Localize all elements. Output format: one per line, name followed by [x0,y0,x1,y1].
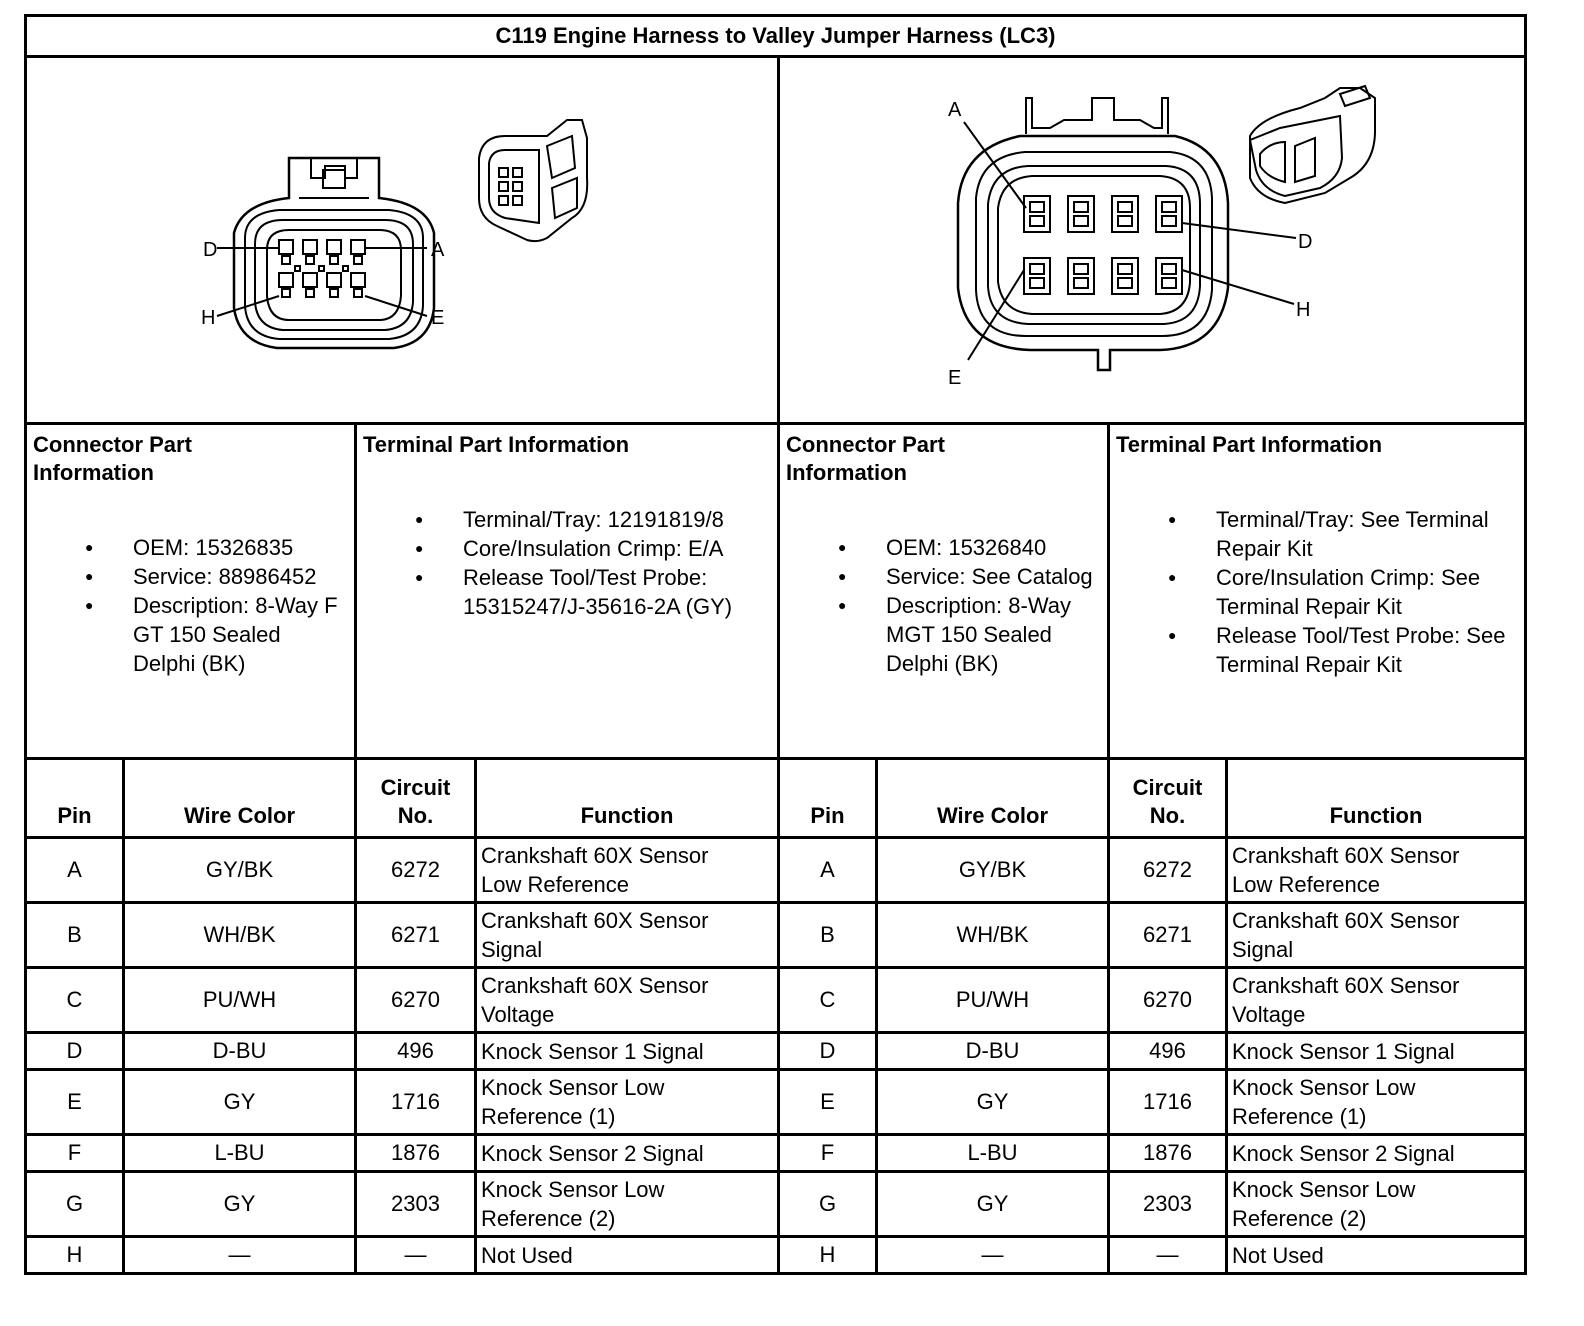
wire-color-cell: PU/WH [877,968,1109,1033]
circuit-cell: 496 [1109,1033,1227,1070]
right-pin-label-d: D [1298,231,1313,253]
circuit-cell: 6272 [1109,838,1227,903]
left-pin-label-h: H [201,307,216,329]
list-item: ● Core/Insulation Crimp: See Terminal Repair Kit [1116,563,1518,621]
left-terminal-info [356,424,779,759]
table-row [26,1172,1526,1237]
pin-cell: C [26,968,124,1033]
right-connector-illustration [779,57,1526,424]
left-pin-label-a: A [431,239,445,261]
wire-color-cell: D-BU [124,1033,356,1070]
right-connector-info-heading: Connector Part Information [786,432,945,485]
pin-cell: E [779,1070,877,1135]
pin-cell: H [26,1237,124,1274]
wire-color-cell: L-BU [877,1135,1109,1172]
function-line-2: Signal [1232,937,1294,962]
left-connector-illustration [26,57,779,424]
circuit-cell: 1876 [1109,1135,1227,1172]
pin-cell: B [26,903,124,968]
function-cell [1227,968,1526,1033]
function-line-1: Knock Sensor 2 Signal [1232,1140,1455,1166]
function-line-1: Not Used [481,1242,573,1268]
circuit-cell: 6271 [1109,903,1227,968]
pin-cell: C [779,968,877,1033]
pin-cell: D [26,1033,124,1070]
col-header-pin: Pin [26,759,124,838]
wire-color-cell: WH/BK [877,903,1109,968]
list-item: ● Service: 88986452 [33,562,348,591]
wire-color-cell: GY/BK [877,838,1109,903]
list-item: ● Release Tool/Test Probe: See Terminal Repair Kit [1116,621,1518,679]
function-line-1: Knock Sensor 1 Signal [481,1038,704,1064]
right-terminal-info [1109,424,1526,759]
col-header-wire-color: Wire Color [124,759,356,838]
function-line-2: Reference (2) [1232,1206,1367,1231]
function-line-1: Knock Sensor Low [1232,1177,1416,1202]
function-cell [1227,1135,1526,1172]
page-title: C119 Engine Harness to Valley Jumper Harness (LC3) [26,16,1526,57]
function-line-1: Knock Sensor Low [481,1075,665,1100]
circuit-cell: 1716 [1109,1070,1227,1135]
col-header-wire-color: Wire Color [877,759,1109,838]
pin-cell: F [26,1135,124,1172]
function-line-1: Crankshaft 60X Sensor [1232,973,1460,998]
list-item: ● Service: See Catalog [786,562,1101,591]
circuit-cell: — [1109,1237,1227,1274]
function-line-2: Voltage [481,1002,555,1027]
function-line-1: Knock Sensor Low [1232,1075,1416,1100]
function-cell [1227,903,1526,968]
function-cell [476,1070,779,1135]
circuit-cell: 6270 [1109,968,1227,1033]
connector-sheet [24,14,1524,1275]
table-row [26,1237,1526,1274]
list-item: ● Description: 8-Way F GT 150 Sealed Delphi (BK) [33,591,348,678]
wire-color-cell: GY [877,1172,1109,1237]
pin-cell: A [779,838,877,903]
function-cell [476,838,779,903]
pin-cell: G [779,1172,877,1237]
right-pin-label-a: A [948,99,962,121]
function-line-2: Signal [481,937,543,962]
function-line-1: Knock Sensor Low [481,1177,665,1202]
left-terminal-info-list [363,505,771,621]
list-item: ● Release Tool/Test Probe: 15315247/J-35616-2A (GY) [363,563,771,621]
left-connector-drawing [27,58,777,420]
function-line-1: Not Used [1232,1242,1324,1268]
function-line-1: Crankshaft 60X Sensor [1232,843,1460,868]
right-connector-drawing [780,58,1524,420]
list-item: ● Terminal/Tray: See Terminal Repair Kit [1116,505,1518,563]
wire-color-cell: WH/BK [124,903,356,968]
function-cell [476,1033,779,1070]
wire-color-cell: PU/WH [124,968,356,1033]
function-cell [476,1237,779,1274]
function-line-2: Low Reference [481,872,629,897]
pin-cell: G [26,1172,124,1237]
function-cell [1227,1033,1526,1070]
left-connector-info-list [33,533,348,678]
wire-color-cell: GY [124,1172,356,1237]
list-item: ● OEM: 15326840 [786,533,1101,562]
col-header-function: Function [1227,759,1526,838]
function-cell [1227,1237,1526,1274]
wire-color-cell: D-BU [877,1033,1109,1070]
wire-color-cell: — [124,1237,356,1274]
function-line-2: Reference (1) [481,1104,616,1129]
table-row [26,1070,1526,1135]
connector-table [24,14,1527,1275]
right-pin-label-e: E [948,367,962,389]
right-connector-info [779,424,1109,759]
circuit-cell: 496 [356,1033,476,1070]
circuit-cell: — [356,1237,476,1274]
left-terminal-info-heading: Terminal Part Information [363,432,630,457]
function-cell [476,1135,779,1172]
pin-cell: D [779,1033,877,1070]
left-pin-label-d: D [203,239,218,261]
function-line-1: Knock Sensor 2 Signal [481,1140,704,1166]
circuit-cell: 2303 [356,1172,476,1237]
function-cell [476,903,779,968]
circuit-cell: 6272 [356,838,476,903]
function-cell [1227,1070,1526,1135]
function-line-2: Reference (1) [1232,1104,1367,1129]
table-row [26,1033,1526,1070]
right-terminal-info-list [1116,505,1518,679]
left-connector-info [26,424,356,759]
function-line-1: Crankshaft 60X Sensor [481,908,709,933]
function-line-2: Low Reference [1232,872,1380,897]
right-connector-info-list [786,533,1101,678]
table-row [26,903,1526,968]
pin-cell: E [26,1070,124,1135]
table-row [26,968,1526,1033]
function-cell [1227,1172,1526,1237]
pin-cell: F [779,1135,877,1172]
wire-color-cell: GY [124,1070,356,1135]
left-pin-label-e: E [431,307,445,329]
pin-cell: A [26,838,124,903]
table-row [26,838,1526,903]
col-header-pin: Pin [779,759,877,838]
wire-color-cell: GY [877,1070,1109,1135]
circuit-cell: 1716 [356,1070,476,1135]
list-item: ● OEM: 15326835 [33,533,348,562]
pin-cell: B [779,903,877,968]
function-line-1: Crankshaft 60X Sensor [1232,908,1460,933]
col-header-circuit: Circuit No. [1109,759,1227,838]
right-terminal-info-heading: Terminal Part Information [1116,432,1383,457]
wire-color-cell: — [877,1237,1109,1274]
list-item: ● Terminal/Tray: 12191819/8 [363,505,771,534]
circuit-cell: 6271 [356,903,476,968]
function-cell [476,968,779,1033]
circuit-cell: 2303 [1109,1172,1227,1237]
circuit-cell: 6270 [356,968,476,1033]
col-header-function: Function [476,759,779,838]
function-cell [1227,838,1526,903]
function-line-1: Crankshaft 60X Sensor [481,973,709,998]
function-line-2: Reference (2) [481,1206,616,1231]
function-cell [476,1172,779,1237]
function-line-2: Voltage [1232,1002,1306,1027]
table-row [26,1135,1526,1172]
circuit-cell: 1876 [356,1135,476,1172]
function-line-1: Crankshaft 60X Sensor [481,843,709,868]
left-connector-info-heading: Connector Part Information [33,432,192,485]
list-item: ● Core/Insulation Crimp: E/A [363,534,771,563]
right-pin-label-h: H [1296,299,1311,321]
wire-color-cell: GY/BK [124,838,356,903]
list-item: ● Description: 8-Way MGT 150 Sealed Delphi (BK) [786,591,1101,678]
col-header-circuit: Circuit No. [356,759,476,838]
pin-table-header [26,759,1526,838]
pin-rows [26,838,1526,1274]
wire-color-cell: L-BU [124,1135,356,1172]
pin-cell: H [779,1237,877,1274]
function-line-1: Knock Sensor 1 Signal [1232,1038,1455,1064]
